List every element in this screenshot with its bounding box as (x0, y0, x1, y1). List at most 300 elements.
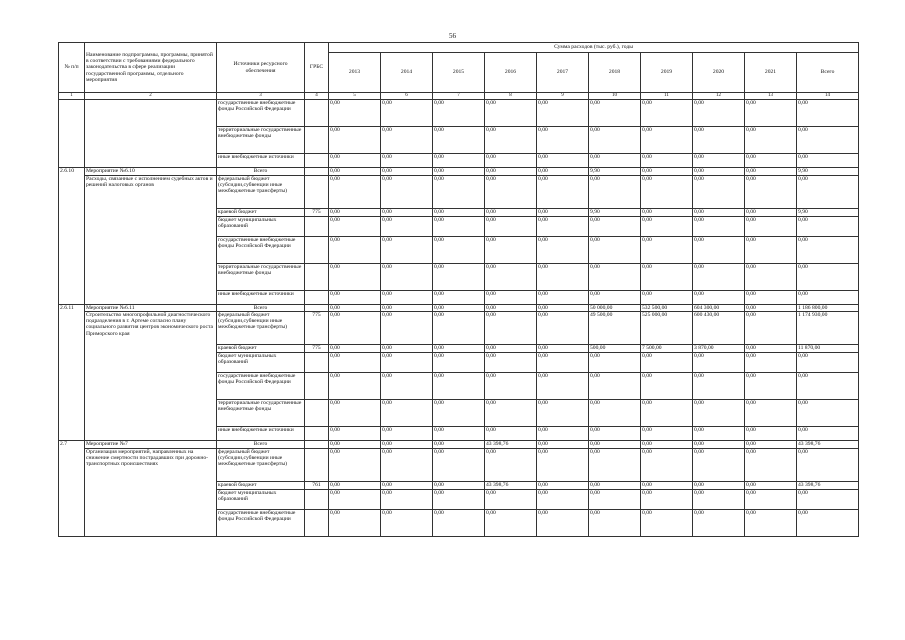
grbs-cell (305, 353, 329, 373)
value-cell: 0,00 (381, 489, 433, 509)
value-cell: 0,00 (537, 481, 589, 489)
budget-table (58, 42, 859, 537)
year-header: 2016 (485, 53, 537, 93)
total-value: 0,00 (433, 304, 485, 312)
value-cell: 0,00 (797, 290, 859, 304)
value-cell: 0,00 (537, 208, 589, 216)
value-cell: 0,00 (641, 290, 693, 304)
value-cell: 11 870,00 (797, 345, 859, 353)
funding-source: государственные внебюджетные фонды Российской Федерации (217, 373, 305, 400)
value-cell: 0,00 (537, 427, 589, 441)
item-description: Расходы, связанные с исполнением судебных актов и решений налоговых органов (85, 175, 217, 304)
item-name: Мероприятие №7 (85, 441, 217, 449)
item-name: Мероприятие №6.10 (85, 168, 217, 176)
value-cell: 0,00 (433, 236, 485, 263)
grbs-cell (305, 168, 329, 176)
value-cell: 0,00 (329, 448, 381, 481)
value-cell: 0,00 (537, 448, 589, 481)
value-cell: 0,00 (693, 489, 745, 509)
funding-source: территориальные государственные внебюджетные фонды (217, 263, 305, 290)
value-cell: 0,00 (693, 216, 745, 236)
year-header: 2013 (329, 53, 381, 93)
value-cell: 0,00 (641, 236, 693, 263)
value-cell: 0,00 (537, 127, 589, 154)
grbs-cell (305, 489, 329, 509)
value-cell: 0,00 (745, 208, 797, 216)
col-header-name: Наименование подпрограммы, программы, принятой в соответствии с требованиями федерального законодательства в сфере реализации государственной программы, отдельного мероприятия (85, 43, 217, 93)
value-cell: 0,00 (589, 448, 641, 481)
grbs-cell (305, 154, 329, 168)
value-cell: 0,00 (797, 236, 859, 263)
item-number: 2.6.10 (59, 168, 85, 305)
value-cell: 0,00 (485, 509, 537, 536)
value-cell: 0,00 (589, 290, 641, 304)
value-cell: 0,00 (329, 489, 381, 509)
column-number: 4 (305, 93, 329, 100)
funding-source: краевой бюджет (217, 481, 305, 489)
total-value: 0,00 (641, 441, 693, 449)
funding-source: федеральный бюджет (субсидии,субвенции иные межбюджетные трансферты) (217, 312, 305, 345)
value-cell: 0,00 (537, 100, 589, 127)
value-cell: 0,00 (329, 509, 381, 536)
value-cell: 0,00 (693, 373, 745, 400)
value-cell: 0,00 (693, 400, 745, 427)
value-cell: 9,90 (797, 208, 859, 216)
column-number: 11 (641, 93, 693, 100)
item-number (59, 100, 85, 168)
value-cell: 0,00 (329, 312, 381, 345)
funding-source: государственные внебюджетные фонды Российской Федерации (217, 100, 305, 127)
value-cell: 0,00 (381, 290, 433, 304)
value-cell: 0,00 (693, 154, 745, 168)
grbs-cell (305, 290, 329, 304)
col-header-no: № п/п (59, 43, 85, 93)
value-cell: 0,00 (485, 175, 537, 208)
value-cell: 0,00 (589, 427, 641, 441)
value-cell: 0,00 (381, 154, 433, 168)
value-cell: 0,00 (381, 175, 433, 208)
year-header: 2017 (537, 53, 589, 93)
value-cell: 0,00 (329, 236, 381, 263)
value-cell: 0,00 (381, 400, 433, 427)
year-header: 2014 (381, 53, 433, 93)
value-cell: 0,00 (381, 353, 433, 373)
value-cell: 0,00 (433, 127, 485, 154)
value-cell: 500,00 (589, 345, 641, 353)
grbs-cell (305, 427, 329, 441)
total-value: 0,00 (381, 304, 433, 312)
value-cell: 0,00 (589, 236, 641, 263)
value-cell: 0,00 (485, 216, 537, 236)
value-cell: 0,00 (485, 263, 537, 290)
value-cell: 0,00 (641, 427, 693, 441)
grbs-cell: 775 (305, 312, 329, 345)
value-cell: 0,00 (641, 489, 693, 509)
value-cell: 600 430,00 (693, 312, 745, 345)
grbs-cell (305, 236, 329, 263)
value-cell: 0,00 (797, 400, 859, 427)
value-cell: 3 870,00 (693, 345, 745, 353)
value-cell: 43 398,76 (485, 481, 537, 489)
value-cell: 0,00 (641, 208, 693, 216)
column-number: 8 (485, 93, 537, 100)
value-cell: 7 500,00 (641, 345, 693, 353)
page-number: 56 (449, 32, 456, 40)
value-cell: 0,00 (329, 373, 381, 400)
value-cell: 0,00 (641, 481, 693, 489)
col-header-source: Источники ресурсного обеспечения (217, 43, 305, 93)
total-value: 43 398,76 (797, 441, 859, 449)
value-cell: 0,00 (745, 489, 797, 509)
grbs-cell (305, 441, 329, 449)
value-cell: 0,00 (537, 353, 589, 373)
value-cell: 0,00 (589, 489, 641, 509)
value-cell: 0,00 (641, 263, 693, 290)
total-value: 1 186 800,00 (797, 304, 859, 312)
value-cell: 0,00 (797, 154, 859, 168)
value-cell: 0,00 (797, 373, 859, 400)
value-cell: 0,00 (589, 100, 641, 127)
value-cell: 0,00 (797, 448, 859, 481)
value-cell: 0,00 (589, 509, 641, 536)
value-cell: 0,00 (381, 509, 433, 536)
value-cell: 0,00 (589, 400, 641, 427)
total-value: 604 300,00 (693, 304, 745, 312)
funding-source: краевой бюджет (217, 208, 305, 216)
table-body (59, 100, 859, 537)
grbs-cell (305, 127, 329, 154)
table-row (59, 441, 859, 449)
value-cell: 0,00 (797, 427, 859, 441)
grbs-cell (305, 100, 329, 127)
value-cell: 0,00 (797, 216, 859, 236)
value-cell: 0,00 (537, 175, 589, 208)
value-cell: 0,00 (745, 400, 797, 427)
value-cell: 0,00 (433, 345, 485, 353)
grbs-cell (305, 263, 329, 290)
funding-source: территориальные государственные внебюджетные фонды (217, 400, 305, 427)
total-label: Всего (217, 441, 305, 449)
value-cell: 0,00 (693, 127, 745, 154)
year-header: 2020 (693, 53, 745, 93)
grbs-cell: 775 (305, 208, 329, 216)
value-cell: 0,00 (329, 127, 381, 154)
value-cell: 0,00 (433, 373, 485, 400)
col-header-grbs: ГРБС (305, 43, 329, 93)
table-row (59, 304, 859, 312)
value-cell: 0,00 (537, 509, 589, 536)
total-value: 0,00 (693, 168, 745, 176)
value-cell: 0,00 (745, 175, 797, 208)
value-cell: 0,00 (693, 427, 745, 441)
value-cell: 0,00 (693, 263, 745, 290)
total-value: 9,90 (797, 168, 859, 176)
col-header-sum: Сумма расходов (тыс. руб.), годы (329, 43, 859, 53)
value-cell: 0,00 (745, 509, 797, 536)
total-value: 0,00 (433, 441, 485, 449)
table-header (59, 43, 859, 100)
value-cell: 0,00 (641, 509, 693, 536)
value-cell: 0,00 (693, 353, 745, 373)
value-cell: 0,00 (745, 216, 797, 236)
value-cell: 0,00 (381, 481, 433, 489)
total-value: 0,00 (329, 441, 381, 449)
value-cell: 0,00 (537, 154, 589, 168)
grbs-cell (305, 400, 329, 427)
value-cell: 0,00 (797, 127, 859, 154)
grbs-cell: 775 (305, 345, 329, 353)
value-cell: 0,00 (797, 100, 859, 127)
value-cell: 0,00 (693, 208, 745, 216)
value-cell: 0,00 (537, 345, 589, 353)
total-value: 0,00 (641, 168, 693, 176)
grbs-cell (305, 216, 329, 236)
value-cell: 0,00 (485, 236, 537, 263)
total-value: 0,00 (381, 441, 433, 449)
total-value: 0,00 (745, 168, 797, 176)
value-cell: 0,00 (433, 154, 485, 168)
value-cell: 0,00 (485, 312, 537, 345)
table-row (59, 175, 859, 208)
year-header: 2018 (589, 53, 641, 93)
funding-source: иные внебюджетные источники (217, 290, 305, 304)
total-value: 0,00 (589, 441, 641, 449)
value-cell: 0,00 (745, 263, 797, 290)
value-cell: 0,00 (589, 373, 641, 400)
value-cell: 0,00 (641, 353, 693, 373)
value-cell: 0,00 (433, 208, 485, 216)
funding-source: иные внебюджетные источники (217, 154, 305, 168)
value-cell: 0,00 (485, 400, 537, 427)
value-cell: 0,00 (641, 175, 693, 208)
value-cell: 0,00 (745, 481, 797, 489)
value-cell: 0,00 (485, 373, 537, 400)
value-cell: 0,00 (329, 400, 381, 427)
value-cell: 0,00 (745, 345, 797, 353)
year-header: 2021 (745, 53, 797, 93)
value-cell: 0,00 (485, 208, 537, 216)
total-label: Всего (217, 168, 305, 176)
grbs-cell (305, 304, 329, 312)
value-cell: 0,00 (485, 489, 537, 509)
funding-source: бюджет муниципальных образований (217, 216, 305, 236)
value-cell: 0,00 (745, 448, 797, 481)
item-number: 2.6.11 (59, 304, 85, 441)
value-cell: 0,00 (329, 175, 381, 208)
value-cell: 0,00 (329, 208, 381, 216)
total-value: 0,00 (537, 441, 589, 449)
total-label: Всего (217, 304, 305, 312)
value-cell: 0,00 (641, 448, 693, 481)
total-value: 9,90 (589, 168, 641, 176)
column-number: 6 (381, 93, 433, 100)
funding-source: бюджет муниципальных образований (217, 353, 305, 373)
funding-source: краевой бюджет (217, 345, 305, 353)
value-cell: 0,00 (381, 427, 433, 441)
column-number: 12 (693, 93, 745, 100)
value-cell: 0,00 (745, 312, 797, 345)
value-cell: 0,00 (485, 127, 537, 154)
value-cell: 0,00 (381, 127, 433, 154)
item-name (85, 100, 217, 168)
year-header: 2015 (433, 53, 485, 93)
value-cell: 0,00 (745, 100, 797, 127)
grbs-cell (305, 448, 329, 481)
value-cell: 0,00 (641, 400, 693, 427)
value-cell: 0,00 (433, 448, 485, 481)
value-cell: 0,00 (433, 481, 485, 489)
total-value: 0,00 (433, 168, 485, 176)
value-cell: 0,00 (485, 100, 537, 127)
value-cell: 1 174 930,00 (797, 312, 859, 345)
value-cell: 0,00 (589, 353, 641, 373)
value-cell: 0,00 (641, 127, 693, 154)
value-cell: 0,00 (329, 427, 381, 441)
value-cell: 525 000,00 (641, 312, 693, 345)
value-cell: 0,00 (537, 216, 589, 236)
value-cell: 0,00 (693, 100, 745, 127)
column-number: 5 (329, 93, 381, 100)
column-number: 3 (217, 93, 305, 100)
value-cell: 0,00 (797, 263, 859, 290)
value-cell: 0,00 (797, 353, 859, 373)
total-value: 0,00 (537, 304, 589, 312)
funding-source: иные внебюджетные источники (217, 427, 305, 441)
value-cell: 0,00 (433, 509, 485, 536)
value-cell: 0,00 (433, 100, 485, 127)
value-cell: 0,00 (797, 175, 859, 208)
value-cell: 0,00 (537, 400, 589, 427)
grbs-cell (305, 509, 329, 536)
value-cell: 0,00 (485, 290, 537, 304)
value-cell: 0,00 (433, 489, 485, 509)
value-cell: 0,00 (381, 236, 433, 263)
value-cell: 0,00 (433, 175, 485, 208)
value-cell: 0,00 (329, 481, 381, 489)
column-number: 7 (433, 93, 485, 100)
total-value: 0,00 (485, 304, 537, 312)
total-value: 532 500,00 (641, 304, 693, 312)
value-cell: 0,00 (589, 154, 641, 168)
value-cell: 0,00 (537, 489, 589, 509)
value-cell: 9,90 (589, 208, 641, 216)
item-name: Мероприятие №6.11 (85, 304, 217, 312)
year-header: Всего (797, 53, 859, 93)
value-cell: 0,00 (693, 290, 745, 304)
value-cell: 0,00 (537, 312, 589, 345)
value-cell: 0,00 (797, 509, 859, 536)
value-cell: 0,00 (329, 100, 381, 127)
column-number: 1 (59, 93, 85, 100)
table-row (59, 312, 859, 345)
value-cell: 0,00 (381, 448, 433, 481)
value-cell: 0,00 (329, 345, 381, 353)
value-cell: 0,00 (381, 263, 433, 290)
value-cell: 0,00 (433, 400, 485, 427)
funding-source: бюджет муниципальных образований (217, 489, 305, 509)
table-row (59, 448, 859, 481)
value-cell: 0,00 (381, 373, 433, 400)
total-value: 0,00 (329, 168, 381, 176)
value-cell: 0,00 (433, 290, 485, 304)
value-cell: 0,00 (589, 216, 641, 236)
value-cell: 0,00 (537, 290, 589, 304)
value-cell: 0,00 (329, 216, 381, 236)
funding-source: государственные внебюджетные фонды Российской Федерации (217, 236, 305, 263)
total-value: 0,00 (485, 168, 537, 176)
column-number: 14 (797, 93, 859, 100)
total-value: 0,00 (745, 441, 797, 449)
value-cell: 0,00 (537, 236, 589, 263)
value-cell: 0,00 (589, 127, 641, 154)
value-cell: 0,00 (537, 373, 589, 400)
total-value: 0,00 (745, 304, 797, 312)
value-cell: 0,00 (745, 290, 797, 304)
value-cell: 0,00 (693, 236, 745, 263)
grbs-cell (305, 373, 329, 400)
value-cell: 0,00 (381, 345, 433, 353)
value-cell: 0,00 (641, 154, 693, 168)
funding-source: территориальные государственные внебюджетные фонды (217, 127, 305, 154)
value-cell: 0,00 (433, 312, 485, 345)
value-cell: 0,00 (745, 127, 797, 154)
value-cell: 0,00 (433, 427, 485, 441)
value-cell: 0,00 (641, 100, 693, 127)
value-cell: 0,00 (381, 100, 433, 127)
value-cell: 0,00 (537, 263, 589, 290)
value-cell: 0,00 (589, 175, 641, 208)
funding-source: государственные внебюджетные фонды Российской Федерации (217, 509, 305, 536)
item-description: Строительство многопрофильной диагностического подразделения в г. Артеме согласно плану социального развития центров экономического роста Приморского края (85, 312, 217, 441)
funding-source: федеральный бюджет (субсидии,субвенции иные межбюджетные трансферты) (217, 448, 305, 481)
value-cell: 0,00 (329, 353, 381, 373)
table-row (59, 100, 859, 127)
value-cell: 0,00 (381, 312, 433, 345)
column-number: 2 (85, 93, 217, 100)
item-description: Организация мероприятий, направленных на снижение смертности пострадавших при дорожно-транспортных происшествиях (85, 448, 217, 536)
value-cell: 0,00 (641, 373, 693, 400)
total-value: 0,00 (693, 441, 745, 449)
value-cell: 0,00 (745, 353, 797, 373)
value-cell: 0,00 (745, 236, 797, 263)
value-cell: 0,00 (589, 481, 641, 489)
year-header: 2019 (641, 53, 693, 93)
value-cell: 0,00 (329, 154, 381, 168)
value-cell: 0,00 (745, 427, 797, 441)
column-number: 13 (745, 93, 797, 100)
value-cell: 0,00 (381, 216, 433, 236)
value-cell: 49 500,00 (589, 312, 641, 345)
total-value: 0,00 (329, 304, 381, 312)
grbs-cell: 761 (305, 481, 329, 489)
funding-source: федеральный бюджет (субсидии,субвенции иные межбюджетные трансферты) (217, 175, 305, 208)
value-cell: 0,00 (329, 263, 381, 290)
value-cell: 0,00 (433, 263, 485, 290)
value-cell: 43 398,76 (797, 481, 859, 489)
total-value: 50 000,00 (589, 304, 641, 312)
table-row (59, 168, 859, 176)
value-cell: 0,00 (589, 263, 641, 290)
value-cell: 0,00 (329, 290, 381, 304)
grbs-cell (305, 175, 329, 208)
value-cell: 0,00 (433, 216, 485, 236)
column-number: 9 (537, 93, 589, 100)
value-cell: 0,00 (693, 509, 745, 536)
value-cell: 0,00 (745, 154, 797, 168)
value-cell: 0,00 (433, 353, 485, 373)
value-cell: 0,00 (797, 489, 859, 509)
value-cell: 0,00 (485, 154, 537, 168)
